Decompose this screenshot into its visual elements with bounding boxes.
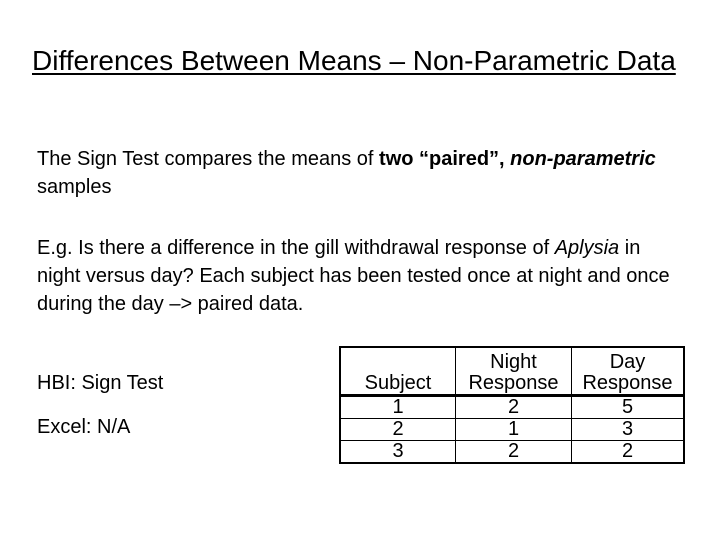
intro-text-bold-italic: non-parametric — [510, 148, 656, 170]
paired-data-table — [339, 346, 685, 464]
subject-cell: 1 — [340, 396, 456, 419]
table-header-row — [340, 347, 684, 396]
day-response-cell: 5 — [572, 396, 685, 419]
slide-title: Differences Between Means – Non-Parametric Data — [32, 45, 676, 76]
species-name: Aplysia — [554, 237, 620, 259]
night-response-cell: 2 — [456, 396, 572, 419]
table-row — [340, 441, 684, 464]
subject-cell: 3 — [340, 441, 456, 464]
example-paragraph — [37, 234, 687, 318]
example-text-end: in night versus day? Each subject has been tested once at night and once during the day –> paired data. — [37, 237, 670, 315]
intro-paragraph — [37, 145, 687, 201]
night-response-cell: 2 — [456, 441, 572, 464]
night-response-cell: 1 — [456, 419, 572, 441]
header-subject: Subject — [340, 347, 456, 396]
header-day-response: Day Response — [572, 347, 685, 396]
table-row — [340, 419, 684, 441]
intro-text-bold: two “paired”, — [379, 148, 511, 170]
table-row — [340, 396, 684, 419]
day-response-cell: 3 — [572, 419, 685, 441]
intro-text-plain: The Sign Test compares the means of — [37, 148, 380, 170]
day-response-cell: 2 — [572, 441, 685, 464]
subject-cell: 2 — [340, 419, 456, 441]
hbi-line: HBI: Sign Test — [37, 372, 164, 394]
intro-text-end: samples — [37, 176, 112, 198]
header-night-response: Night Response — [456, 347, 572, 396]
excel-line: Excel: N/A — [37, 416, 131, 438]
example-text-start: E.g. Is there a difference in the gill withdrawal response of — [37, 237, 555, 259]
